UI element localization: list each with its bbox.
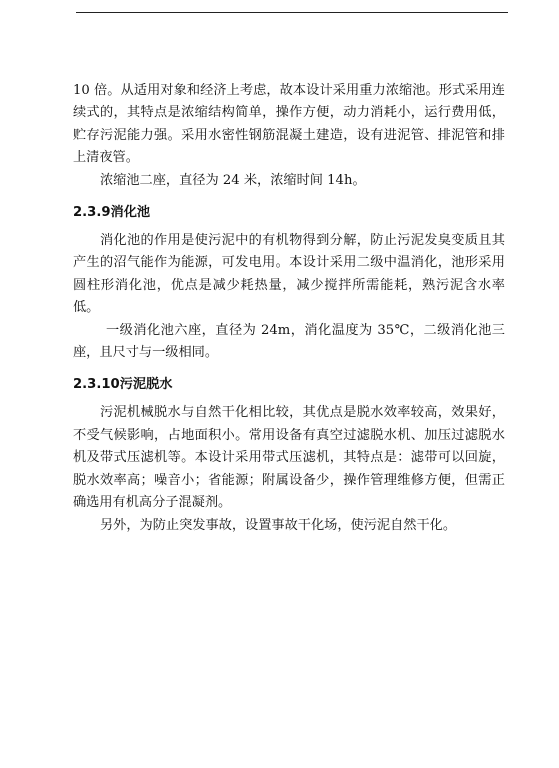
- section-heading-digester: 2.3.9消化池: [73, 205, 151, 221]
- paragraph-concentration-tank: 10 倍。从适用对象和经济上考虑，故本设计采用重力浓缩池。形式采用连续式的，其特点是浓缩结构简单，操作方便，动力消耗小，运行费用低，贮存污泥能力强。采用水密性钢筋混凝土建造，设有进泥管、排泥管和排上清夜管。: [73, 83, 505, 166]
- header-rule: [76, 12, 508, 13]
- paragraph-drying-bed: 另外，为防止突发事故，设置事故干化场，使污泥自然干化。: [100, 517, 457, 533]
- paragraph-digester-spec: 一级消化池六座，直径为 24m，消化温度为 35℃，二级消化池三座，且尺寸与一级相同。: [73, 322, 505, 361]
- paragraph-concentration-spec: 浓缩池二座，直径为 24 米，浓缩时间 14h。: [100, 172, 366, 188]
- section-heading-dewatering: 2.3.10污泥脱水: [73, 377, 173, 393]
- paragraph-dewatering: 污泥机械脱水与自然干化相比较，其优点是脱水效率较高，效果好，不受气候影响，占地面积小。常用设备有真空过滤脱水机、加压过滤脱水机及带式压滤机等。本设计采用带式压滤机，其特点是：滤带可以回旋，脱水效率高；噪音小；省能源；附属设备少，操作管理维修方便，但需正确选用有机高分子混凝剂。: [73, 405, 505, 511]
- document-body: [73, 80, 505, 537]
- paragraph-digester-purpose: 消化池的作用是使污泥中的有机物得到分解，防止污泥发臭变质且其产生的沼气能作为能源，可发电用。本设计采用二级中温消化，池形采用圆柱形消化池，优点是减少耗热量，减少搅拌所需能耗，熟污泥含水率低。: [73, 233, 505, 316]
